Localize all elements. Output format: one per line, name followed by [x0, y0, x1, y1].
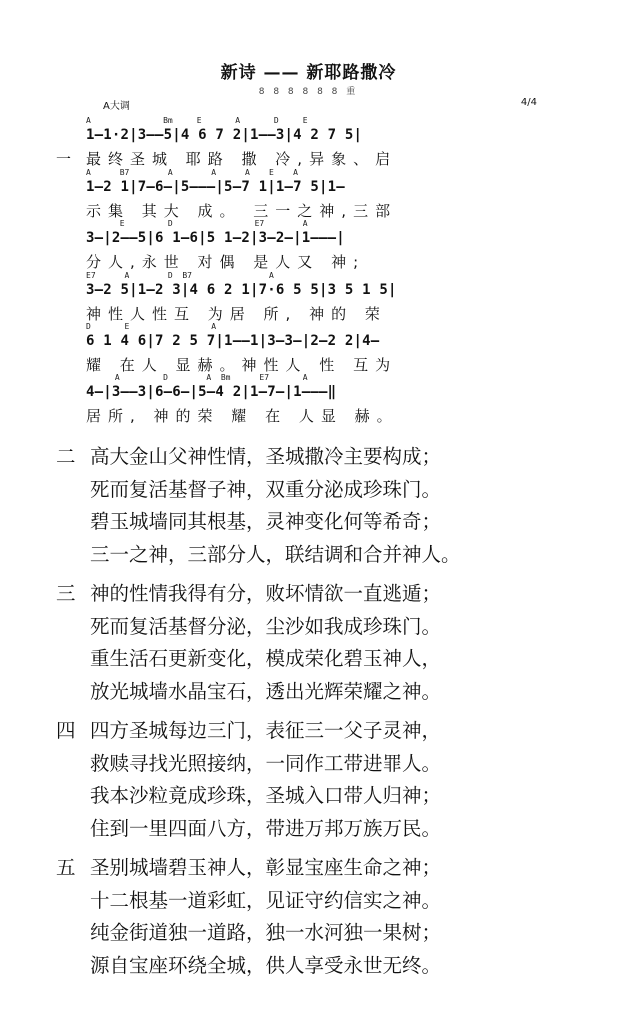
- verse-line: 救赎寻找光照接纳，一同作工带进罪人。: [90, 751, 442, 775]
- note-row: 1—2 1|7—6—|5———|5—7 1|1—7 5|1—: [86, 179, 345, 195]
- note-row: 3—2 5|1—2 3|4 6 2 1|7·6 5 5|3 5 1 5|: [86, 282, 397, 298]
- verse-line: 住到一里四面八方，带进万邦万族万民。: [90, 816, 442, 840]
- lyric-row: 示集 其大 成。 三一之神,三部: [86, 202, 398, 220]
- score-system: [86, 322, 566, 372]
- note-row: 3—|2——5|6 1—6|5 1—2|3—2—|1———|: [86, 230, 345, 246]
- chord-row: E7 A D B7 A: [86, 271, 274, 280]
- verse-line: 三一之神，三部分人，联结调和合并神人。: [90, 542, 461, 566]
- note-row: 1—1·2|3——5|4 6 7 2|1——3|4 2 7 5|: [86, 127, 363, 143]
- verse-number: 一: [56, 150, 72, 168]
- verse-line: 死而复活基督分泌，尘沙如我成珍珠门。: [90, 614, 442, 638]
- verse-line: 圣别城墙碧玉神人，彰显宝座生命之神；: [90, 856, 442, 879]
- time-signature: 4/4: [520, 97, 537, 108]
- verse-line: 放光城墙水晶宝石，透出光辉荣耀之神。: [90, 679, 442, 703]
- meter-label: 8 8 8 8 8 8 重: [258, 87, 359, 97]
- lyric-row: 耀 在人 显赫。神性人 性 互为: [86, 356, 398, 374]
- lyric-row: 最终圣城 耶路 撒 冷,异象、启: [86, 150, 398, 168]
- verse-line: 十二根基一道彩虹，见证守约信实之神。: [90, 888, 442, 912]
- chord-row: A Bm E A D E: [86, 116, 308, 125]
- key-signature: A大调: [103, 101, 130, 112]
- score-system: [86, 373, 566, 423]
- score-system: [86, 219, 566, 269]
- chord-row: E D E7 A: [86, 219, 308, 228]
- verse-line: 死而复活基督子神，双重分泌成珍珠门。: [90, 477, 442, 501]
- verse-line: 纯金街道独一道路，独一水河独一果树；: [90, 921, 442, 944]
- note-row: 4—|3——3|6—6—|5—4 2|1—7—|1———‖: [86, 384, 337, 400]
- verse-line: 碧玉城墙同其根基，灵神变化何等希奇；: [90, 510, 442, 533]
- lyric-row: 分人,永世 对偶 是人又 神;: [86, 253, 366, 271]
- score-system: [56, 116, 566, 168]
- verse-number: 三: [56, 582, 76, 605]
- verse-line: 神的性情我得有分，败坏情欲一直逃遁；: [90, 582, 442, 605]
- verse-number: 五: [56, 856, 76, 879]
- lyric-row: 居所, 神的荣 耀 在 人显 赫。: [86, 407, 399, 425]
- score-system: [86, 271, 566, 321]
- song-title: 新诗 —— 新耶路撒冷: [220, 63, 397, 83]
- chord-row: A D A Bm E7 A: [86, 373, 308, 382]
- verse-number: 二: [56, 445, 76, 468]
- note-row: 6 1 4 6|7 2 5 7|1——1|3—3—|2—2 2|4—: [86, 333, 380, 349]
- score-system: [86, 168, 566, 218]
- verse-line: 高大金山父神性情，圣城撒冷主要构成；: [90, 445, 442, 468]
- verse-line: 我本沙粒竟成珍珠，圣城入口带人归神；: [90, 784, 442, 807]
- verse-line: 四方圣城每边三门，表征三一父子灵神，: [90, 719, 442, 742]
- chord-row: D E A: [86, 322, 217, 331]
- chord-row: A B7 A A A E A: [86, 168, 298, 177]
- verse-line: 源自宝座环绕全城，供人享受永世无终。: [90, 953, 442, 977]
- verse-number: 四: [56, 719, 76, 742]
- verse-line: 重生活石更新变化，模成荣化碧玉神人，: [90, 647, 442, 670]
- lyric-row: 神性人性互 为居 所, 神的 荣: [86, 305, 387, 323]
